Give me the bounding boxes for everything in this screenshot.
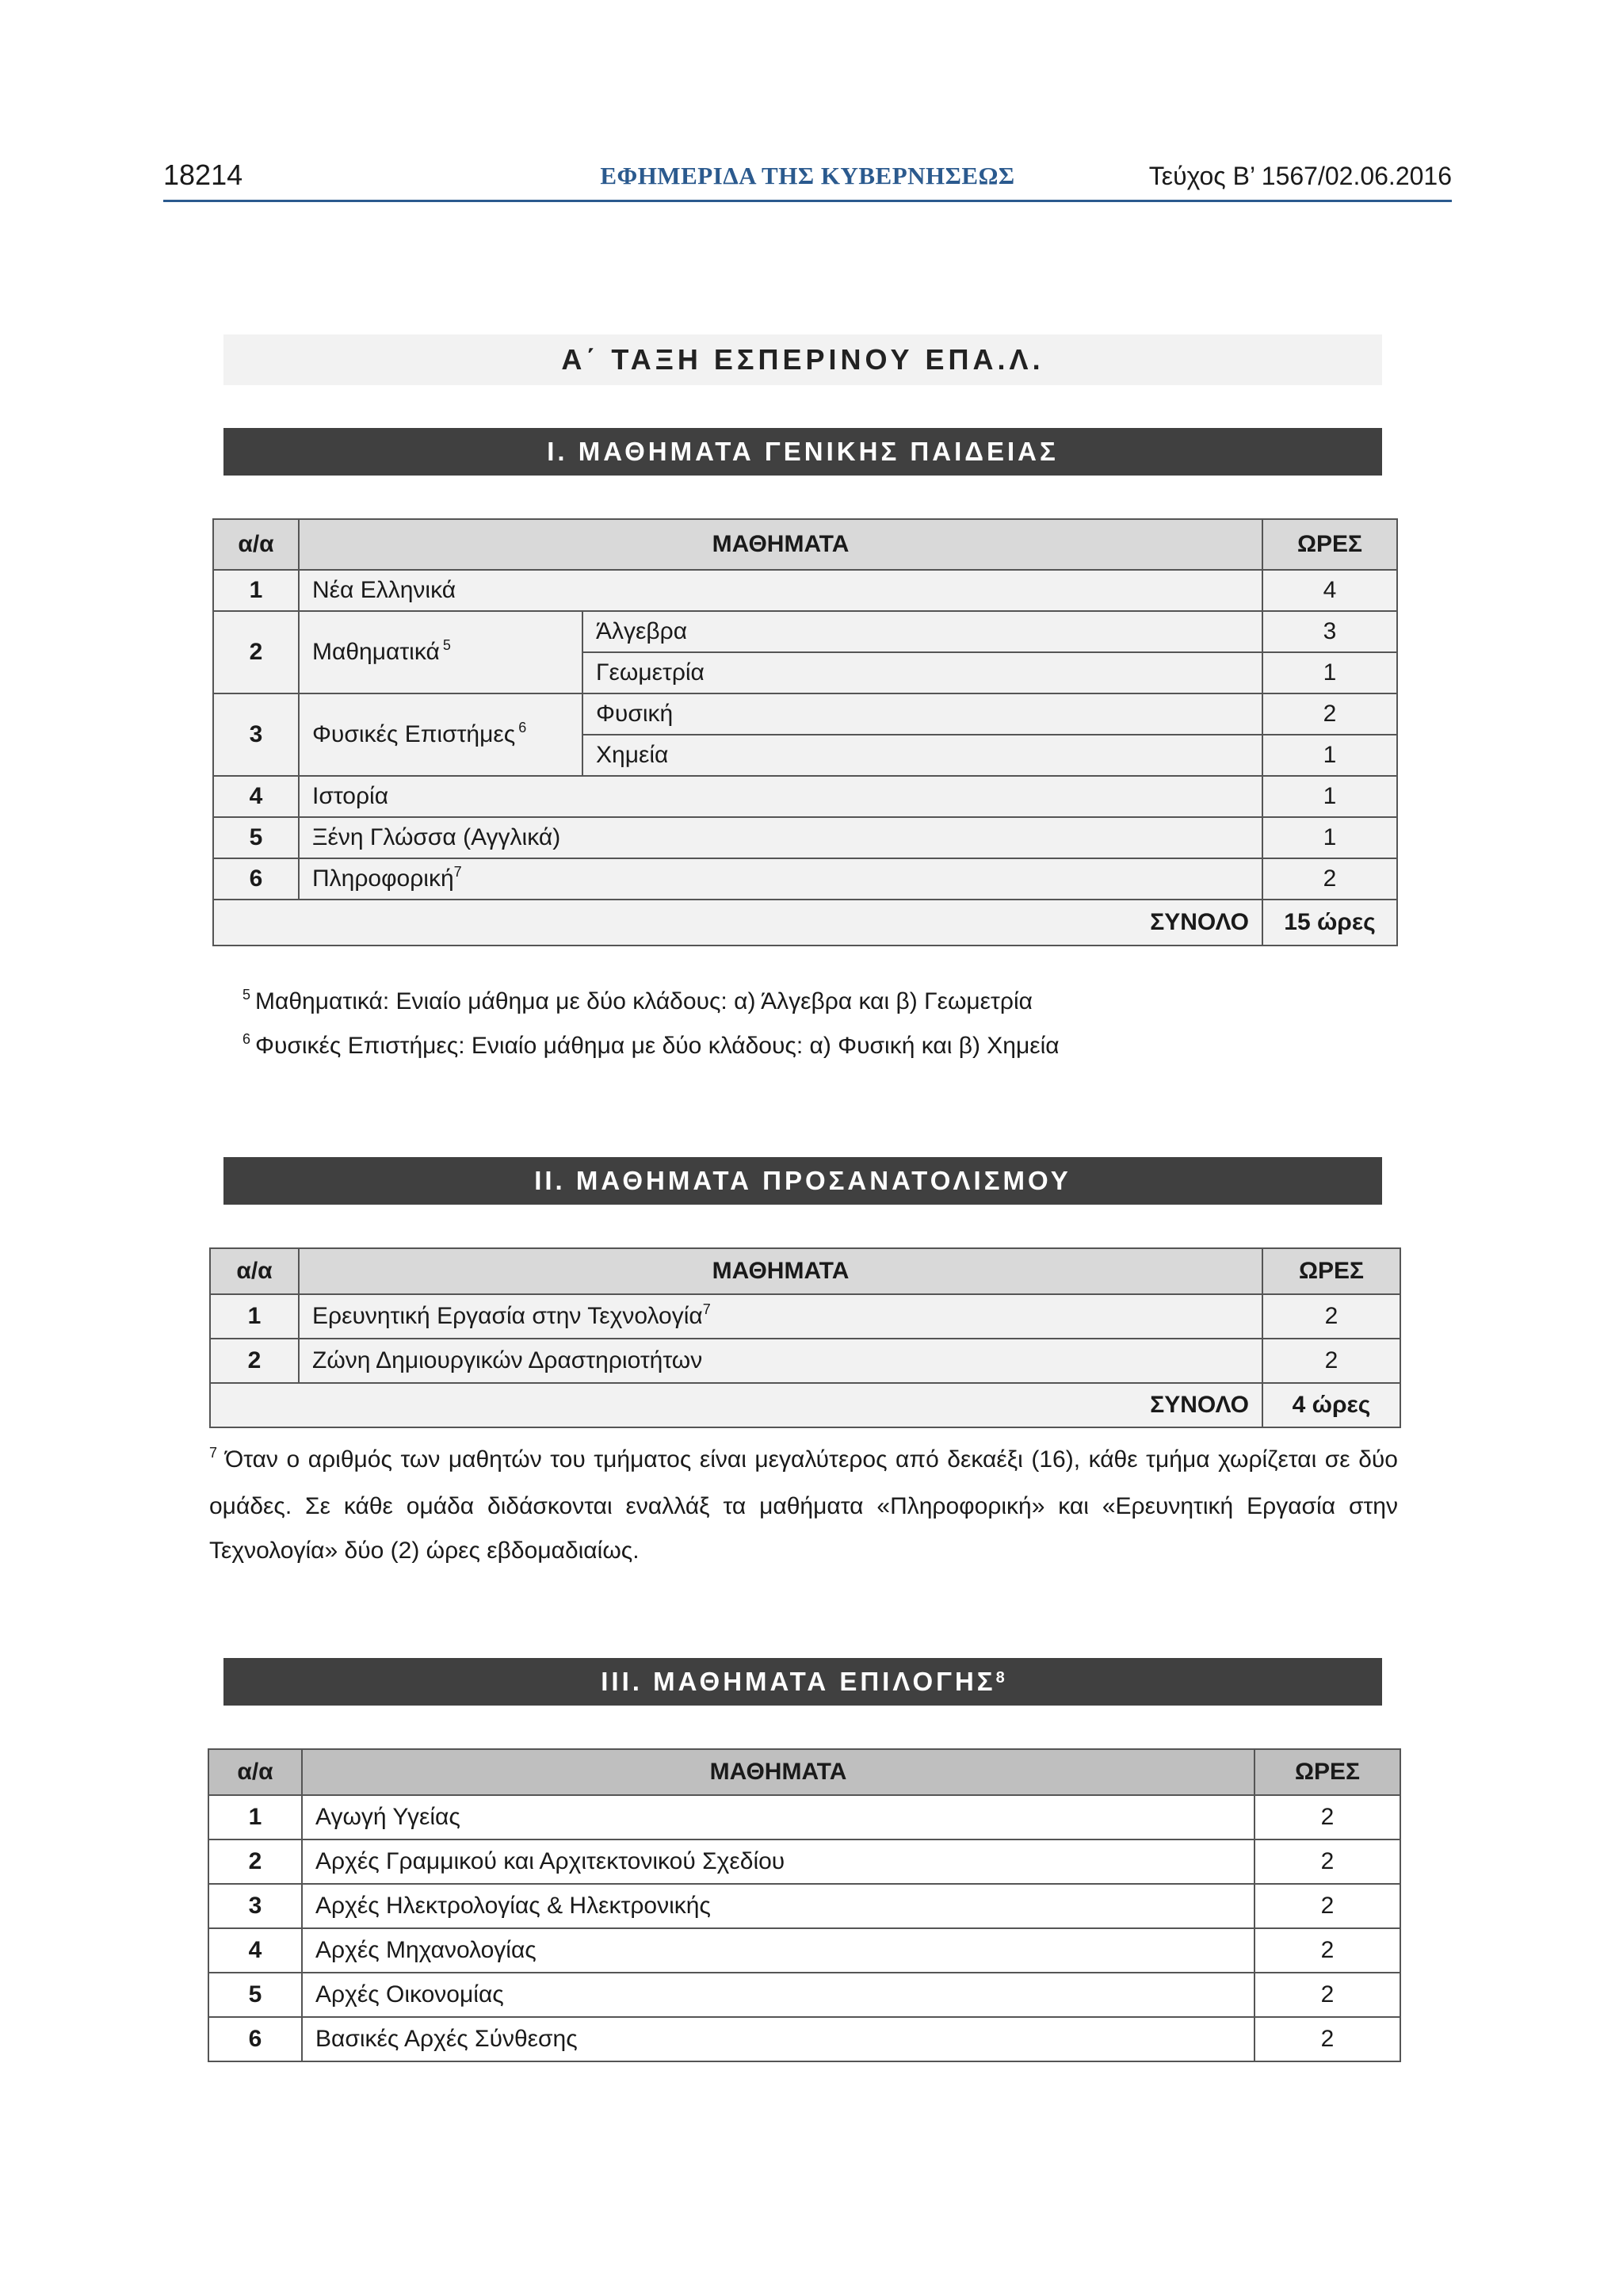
row-num: 5 — [208, 1973, 302, 2017]
row-subject: Ζώνη Δημιουργικών Δραστηριοτήτων — [299, 1339, 1262, 1383]
row-num: 3 — [208, 1884, 302, 1928]
row-num: 4 — [213, 776, 299, 817]
table-row — [213, 776, 1397, 817]
row-hours: 3 — [1262, 611, 1397, 652]
table-row — [213, 858, 1397, 900]
table-row — [208, 1884, 1400, 1928]
table-row — [210, 1294, 1400, 1339]
col-header-hours: ΩΡΕΣ — [1262, 1248, 1400, 1294]
class-title: Α΄ ΤΑΞΗ ΕΣΠΕΡΙΝΟΥ ΕΠΑ.Λ. — [223, 334, 1382, 385]
row-hours: 2 — [1254, 1839, 1400, 1884]
col-header-subject: ΜΑΘΗΜΑΤΑ — [299, 1248, 1262, 1294]
total-label: ΣΥΝΟΛΟ — [210, 1383, 1262, 1427]
row-subject: Αρχές Ηλεκτρολογίας & Ηλεκτρονικής — [302, 1884, 1254, 1928]
row-num: 1 — [208, 1795, 302, 1839]
footnote-number: 6 — [242, 1031, 251, 1047]
row-subject: Βασικές Αρχές Σύνθεσης — [302, 2017, 1254, 2061]
general-subjects-table — [212, 518, 1398, 946]
row-num: 2 — [208, 1839, 302, 1884]
footnote-text: Μαθηματικά: Ενιαίο μάθημα με δύο κλάδους: α) Άλγεβρα και β) Γεωμετρία — [255, 988, 1033, 1014]
row-hours: 2 — [1254, 2017, 1400, 2061]
col-header-num: α/α — [210, 1248, 299, 1294]
row-subject-cell — [299, 1294, 1262, 1339]
row-num: 6 — [208, 2017, 302, 2061]
row-subject: Φυσικές Επιστήμες — [312, 721, 516, 747]
row-subject: Αρχές Γραμμικού και Αρχιτεκτονικού Σχεδίου — [302, 1839, 1254, 1884]
table-header-row — [208, 1749, 1400, 1795]
table-row — [210, 1339, 1400, 1383]
section2-title: ΙΙ. ΜΑΘΗΜΑΤΑ ΠΡΟΣΑΝΑΤΟΛΙΣΜΟΥ — [223, 1157, 1382, 1205]
row-subject: Πληροφορική — [312, 865, 454, 892]
table-header-row — [210, 1248, 1400, 1294]
table-row — [213, 817, 1397, 858]
row-subbranch: Χημεία — [582, 735, 1262, 776]
col-header-num: α/α — [208, 1749, 302, 1795]
row-hours: 2 — [1254, 1928, 1400, 1973]
row-subject-group — [299, 611, 582, 693]
footnote-5 — [242, 980, 1033, 1026]
footnote-text: Φυσικές Επιστήμες: Ενιαίο μάθημα με δύο κλάδους: α) Φυσική και β) Χημεία — [255, 1033, 1060, 1059]
row-subbranch: Γεωμετρία — [582, 652, 1262, 693]
row-num: 6 — [213, 858, 299, 900]
section3-title: ΙΙΙ. ΜΑΘΗΜΑΤΑ ΕΠΙΛΟΓΗΣ — [601, 1667, 996, 1696]
total-value: 4 ώρες — [1262, 1383, 1400, 1427]
page-header — [163, 155, 1452, 202]
row-subject-cell — [299, 858, 1262, 900]
table-row — [213, 570, 1397, 611]
footnote-6 — [242, 1024, 1060, 1071]
footnote-marker: 5 — [442, 637, 451, 653]
row-hours: 2 — [1254, 1795, 1400, 1839]
footnote-number: 7 — [209, 1445, 218, 1461]
row-num: 1 — [213, 570, 299, 611]
footnote-text: Όταν ο αριθμός των μαθητών του τμήματος είναι μεγαλύτερος από δεκαέξι (16), κάθε τμήμα χωρίζεται σε δύο ομάδες. Σε κάθε ομάδα διδάσκονται εναλλάξ τα μαθήματα «Πληροφορική» και «Ερευνητική Εργασία στην Τεχνολογία» δύο (2) ώρες εβδομαδιαίως. — [209, 1446, 1398, 1564]
col-header-hours: ΩΡΕΣ — [1262, 519, 1397, 570]
table-row — [208, 1839, 1400, 1884]
row-subject: Αγωγή Υγείας — [302, 1795, 1254, 1839]
section1-title: Ι. ΜΑΘΗΜΑΤΑ ΓΕΝΙΚΗΣ ΠΑΙΔΕΙΑΣ — [223, 428, 1382, 476]
row-num: 1 — [210, 1294, 299, 1339]
row-subject: Ξένη Γλώσσα (Αγγλικά) — [299, 817, 1262, 858]
row-subject: Ιστορία — [299, 776, 1262, 817]
footnote-marker: 7 — [702, 1301, 711, 1317]
footnote-marker: 6 — [518, 720, 527, 735]
table-row — [213, 611, 1397, 652]
footnote-7 — [209, 1438, 1398, 1573]
row-subject-group — [299, 693, 582, 776]
row-hours: 2 — [1262, 1294, 1400, 1339]
page-number: 18214 — [163, 159, 243, 191]
footnote-number: 5 — [242, 987, 251, 1003]
col-header-num: α/α — [213, 519, 299, 570]
row-hours: 2 — [1254, 1973, 1400, 2017]
row-num: 4 — [208, 1928, 302, 1973]
table-row — [208, 1928, 1400, 1973]
row-subbranch: Άλγεβρα — [582, 611, 1262, 652]
row-hours: 1 — [1262, 817, 1397, 858]
total-value: 15 ώρες — [1262, 900, 1397, 946]
row-subject: Αρχές Οικονομίας — [302, 1973, 1254, 2017]
gazette-title: ΕΦΗΜΕΡΙΔΑ ΤΗΣ ΚΥΒΕΡΝΗΣΕΩΣ — [600, 162, 1015, 189]
table-row — [208, 1795, 1400, 1839]
row-subject: Μαθηματικά — [312, 639, 440, 665]
table-row — [213, 693, 1397, 735]
elective-subjects-table — [208, 1748, 1401, 2062]
row-hours: 2 — [1262, 858, 1397, 900]
row-num: 2 — [213, 611, 299, 693]
row-num: 5 — [213, 817, 299, 858]
row-hours: 1 — [1262, 735, 1397, 776]
total-label: ΣΥΝΟΛΟ — [213, 900, 1262, 946]
col-header-hours: ΩΡΕΣ — [1254, 1749, 1400, 1795]
row-num: 3 — [213, 693, 299, 776]
total-row — [210, 1383, 1400, 1427]
row-hours: 1 — [1262, 652, 1397, 693]
row-hours: 1 — [1262, 776, 1397, 817]
section3-title-band — [223, 1658, 1382, 1706]
issue-reference: Τεύχος Β’ 1567/02.06.2016 — [1148, 162, 1452, 190]
row-hours: 2 — [1262, 693, 1397, 735]
row-hours: 2 — [1254, 1884, 1400, 1928]
row-subbranch: Φυσική — [582, 693, 1262, 735]
footnote-marker: 8 — [995, 1669, 1005, 1687]
table-header-row — [213, 519, 1397, 570]
table-row — [208, 2017, 1400, 2061]
row-num: 2 — [210, 1339, 299, 1383]
row-hours: 2 — [1262, 1339, 1400, 1383]
row-subject: Ερευνητική Εργασία στην Τεχνολογία — [312, 1303, 703, 1329]
total-row — [213, 900, 1397, 946]
col-header-subject: ΜΑΘΗΜΑΤΑ — [302, 1749, 1254, 1795]
table-row — [208, 1973, 1400, 2017]
row-subject: Αρχές Μηχανολογίας — [302, 1928, 1254, 1973]
row-hours: 4 — [1262, 570, 1397, 611]
orientation-subjects-table — [209, 1247, 1401, 1428]
row-subject: Νέα Ελληνικά — [299, 570, 1262, 611]
col-header-subject: ΜΑΘΗΜΑΤΑ — [299, 519, 1262, 570]
footnote-marker: 7 — [453, 864, 462, 880]
